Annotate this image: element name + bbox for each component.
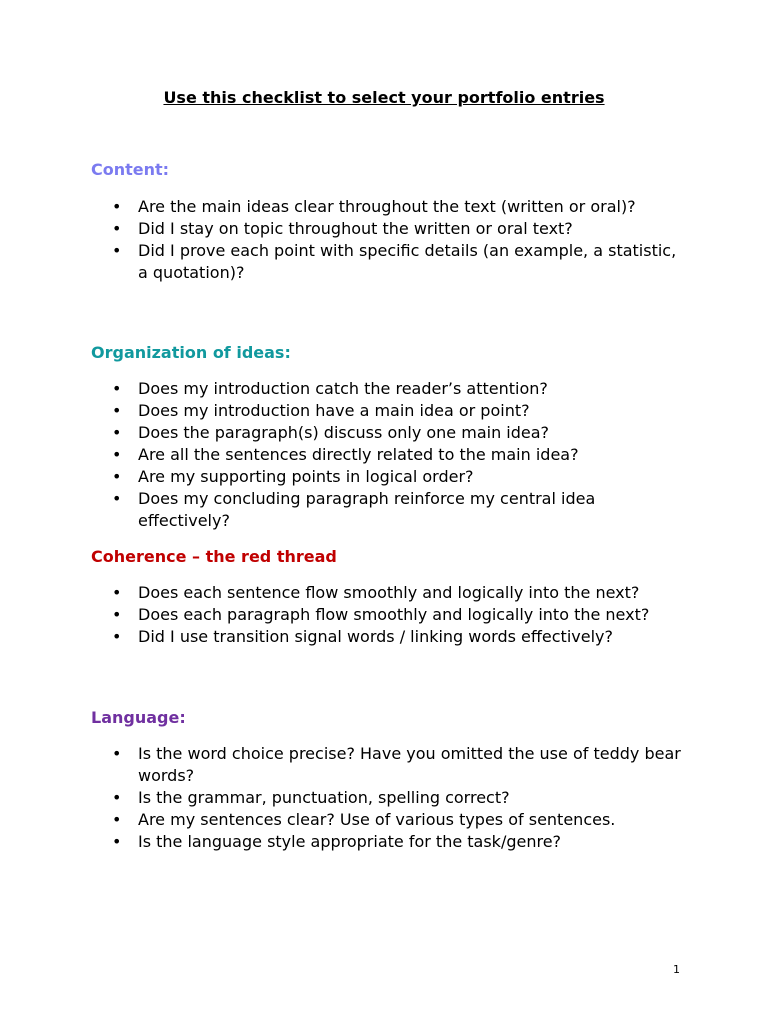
list-item (112, 466, 682, 488)
list-item-text: Does each sentence flow smoothly and logically into the next? (138, 583, 640, 602)
list-item (112, 787, 682, 809)
list-item-text: Does each paragraph flow smoothly and logically into the next? (138, 605, 650, 624)
list-item (112, 240, 682, 284)
list-item (112, 196, 682, 218)
section-heading-organization: Organization of ideas: (91, 343, 291, 362)
list-item (112, 809, 682, 831)
bullet-icon: • (112, 423, 122, 442)
section-heading-content: Content: (91, 160, 170, 179)
section-heading-language: Language: (91, 708, 186, 727)
bullet-icon: • (112, 810, 122, 829)
checklist-organization (112, 378, 682, 532)
bullet-icon: • (112, 445, 122, 464)
checklist-content (112, 196, 682, 284)
checklist-language (112, 743, 682, 853)
list-item-text: Is the grammar, punctuation, spelling correct? (138, 788, 510, 807)
list-item-text: Are my sentences clear? Use of various types of sentences. (138, 810, 616, 829)
list-item (112, 582, 682, 604)
list-item (112, 831, 682, 853)
bullet-icon: • (112, 219, 122, 238)
section-heading-coherence: Coherence – the red thread (91, 547, 337, 566)
bullet-icon: • (112, 788, 122, 807)
bullet-icon: • (112, 467, 122, 486)
list-item-text: Is the language style appropriate for the task/genre? (138, 832, 562, 851)
page-number: 1 (673, 963, 680, 976)
list-item (112, 604, 682, 626)
bullet-icon: • (112, 832, 122, 851)
bullet-icon: • (112, 401, 122, 420)
list-item (112, 378, 682, 400)
list-item-text: Are the main ideas clear throughout the text (written or oral)? (138, 197, 636, 216)
bullet-icon: • (112, 379, 122, 398)
list-item (112, 444, 682, 466)
bullet-icon: • (112, 605, 122, 624)
checklist-coherence (112, 582, 682, 648)
bullet-icon: • (112, 197, 122, 216)
list-item-text: Does my introduction have a main idea or point? (138, 401, 530, 420)
list-item-text: Does my concluding paragraph reinforce my central idea effectively? (138, 489, 596, 530)
list-item-text: Did I prove each point with specific details (an example, a statistic, a quotation)? (138, 241, 677, 282)
list-item-text: Is the word choice precise? Have you omitted the use of teddy bear words? (138, 744, 681, 785)
list-item (112, 400, 682, 422)
list-item-text: Did I stay on topic throughout the written or oral text? (138, 219, 573, 238)
list-item (112, 743, 682, 787)
list-item (112, 422, 682, 444)
list-item (112, 626, 682, 648)
page-title: Use this checklist to select your portfolio entries (163, 88, 605, 107)
bullet-icon: • (112, 583, 122, 602)
bullet-icon: • (112, 627, 122, 646)
list-item-text: Are my supporting points in logical order? (138, 467, 474, 486)
list-item (112, 218, 682, 240)
list-item-text: Does the paragraph(s) discuss only one main idea? (138, 423, 550, 442)
list-item (112, 488, 682, 532)
list-item-text: Are all the sentences directly related to the main idea? (138, 445, 579, 464)
list-item-text: Does my introduction catch the reader’s attention? (138, 379, 548, 398)
bullet-icon: • (112, 241, 122, 260)
bullet-icon: • (112, 489, 122, 508)
bullet-icon: • (112, 744, 122, 763)
list-item-text: Did I use transition signal words / linking words effectively? (138, 627, 613, 646)
